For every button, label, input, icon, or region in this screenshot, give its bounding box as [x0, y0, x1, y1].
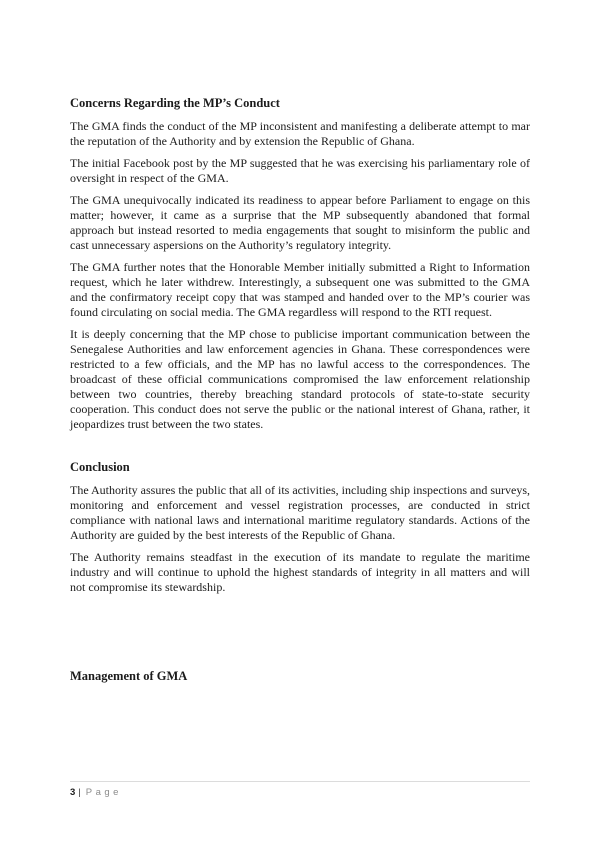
page-footer [70, 781, 530, 798]
paragraph-gma-finds-conduct: The GMA finds the conduct of the MP inconsistent and manifesting a deliberate attempt to mar the reputation of the Authority and by extension the Republic of Ghana. [70, 119, 530, 148]
footer-separator: | [78, 787, 81, 798]
paragraph-initial-facebook-post: The initial Facebook post by the MP suggested that he was exercising his parliamentary role of oversight in respect of the GMA. [70, 156, 530, 185]
paragraph-authority-steadfast: The Authority remains steadfast in the execution of its mandate to regulate the maritime industry and will continue to uphold the highest standards of integrity in all matters and will not compromise its stewardship. [70, 550, 530, 594]
section-heading-management-signature: Management of GMA [70, 669, 188, 683]
section-heading-conclusion: Conclusion [70, 460, 130, 474]
paragraph-publicised-communication: It is deeply concerning that the MP chose to publicise important communication between the Senegalese Authorities and law enforcement agencies in Ghana. These correspondences were restricted to a few officials, and the MP has no lawful access to the correspondences. The broadcast of these official communications compromised the law enforcement relationship between two countries, thereby breaching standard protocols of state-to-state security cooperation. This conduct does not serve the public or the national interest of Ghana, rather, it jeopardizes trust between the two states. [70, 327, 530, 431]
footer-text [70, 787, 530, 798]
page-number: 3 [70, 787, 76, 798]
footer-divider-rule [70, 781, 530, 782]
section-heading-concerns: Concerns Regarding the MP’s Conduct [70, 96, 280, 110]
paragraph-authority-assures: The Authority assures the public that all of its activities, including ship inspections and surveys, monitoring and enforcement and vessel registration processes, are conducted in strict compliance with national laws and international maritime regulatory standards. Actions of the Authority are guided by the best interests of the Republic of Ghana. [70, 483, 530, 542]
paragraph-rti-request: The GMA further notes that the Honorable Member initially submitted a Right to Information request, which he later withdrew. Interestingly, a subsequent one was submitted to the GMA and the confirmatory receipt copy that was stamped and handed over to the MP’s courier was found circulating on social media. The GMA regardless will respond to the RTI request. [70, 260, 530, 319]
page-label: Page [85, 787, 122, 798]
document-content [70, 96, 530, 692]
paragraph-readiness-parliament: The GMA unequivocally indicated its readiness to appear before Parliament to engage on this matter; however, it came as a surprise that the MP subsequently abandoned that formal approach but instead resorted to media engagements that sought to misinform the public and cast unnecessary aspersions on the Authority’s regulatory integrity. [70, 193, 530, 252]
